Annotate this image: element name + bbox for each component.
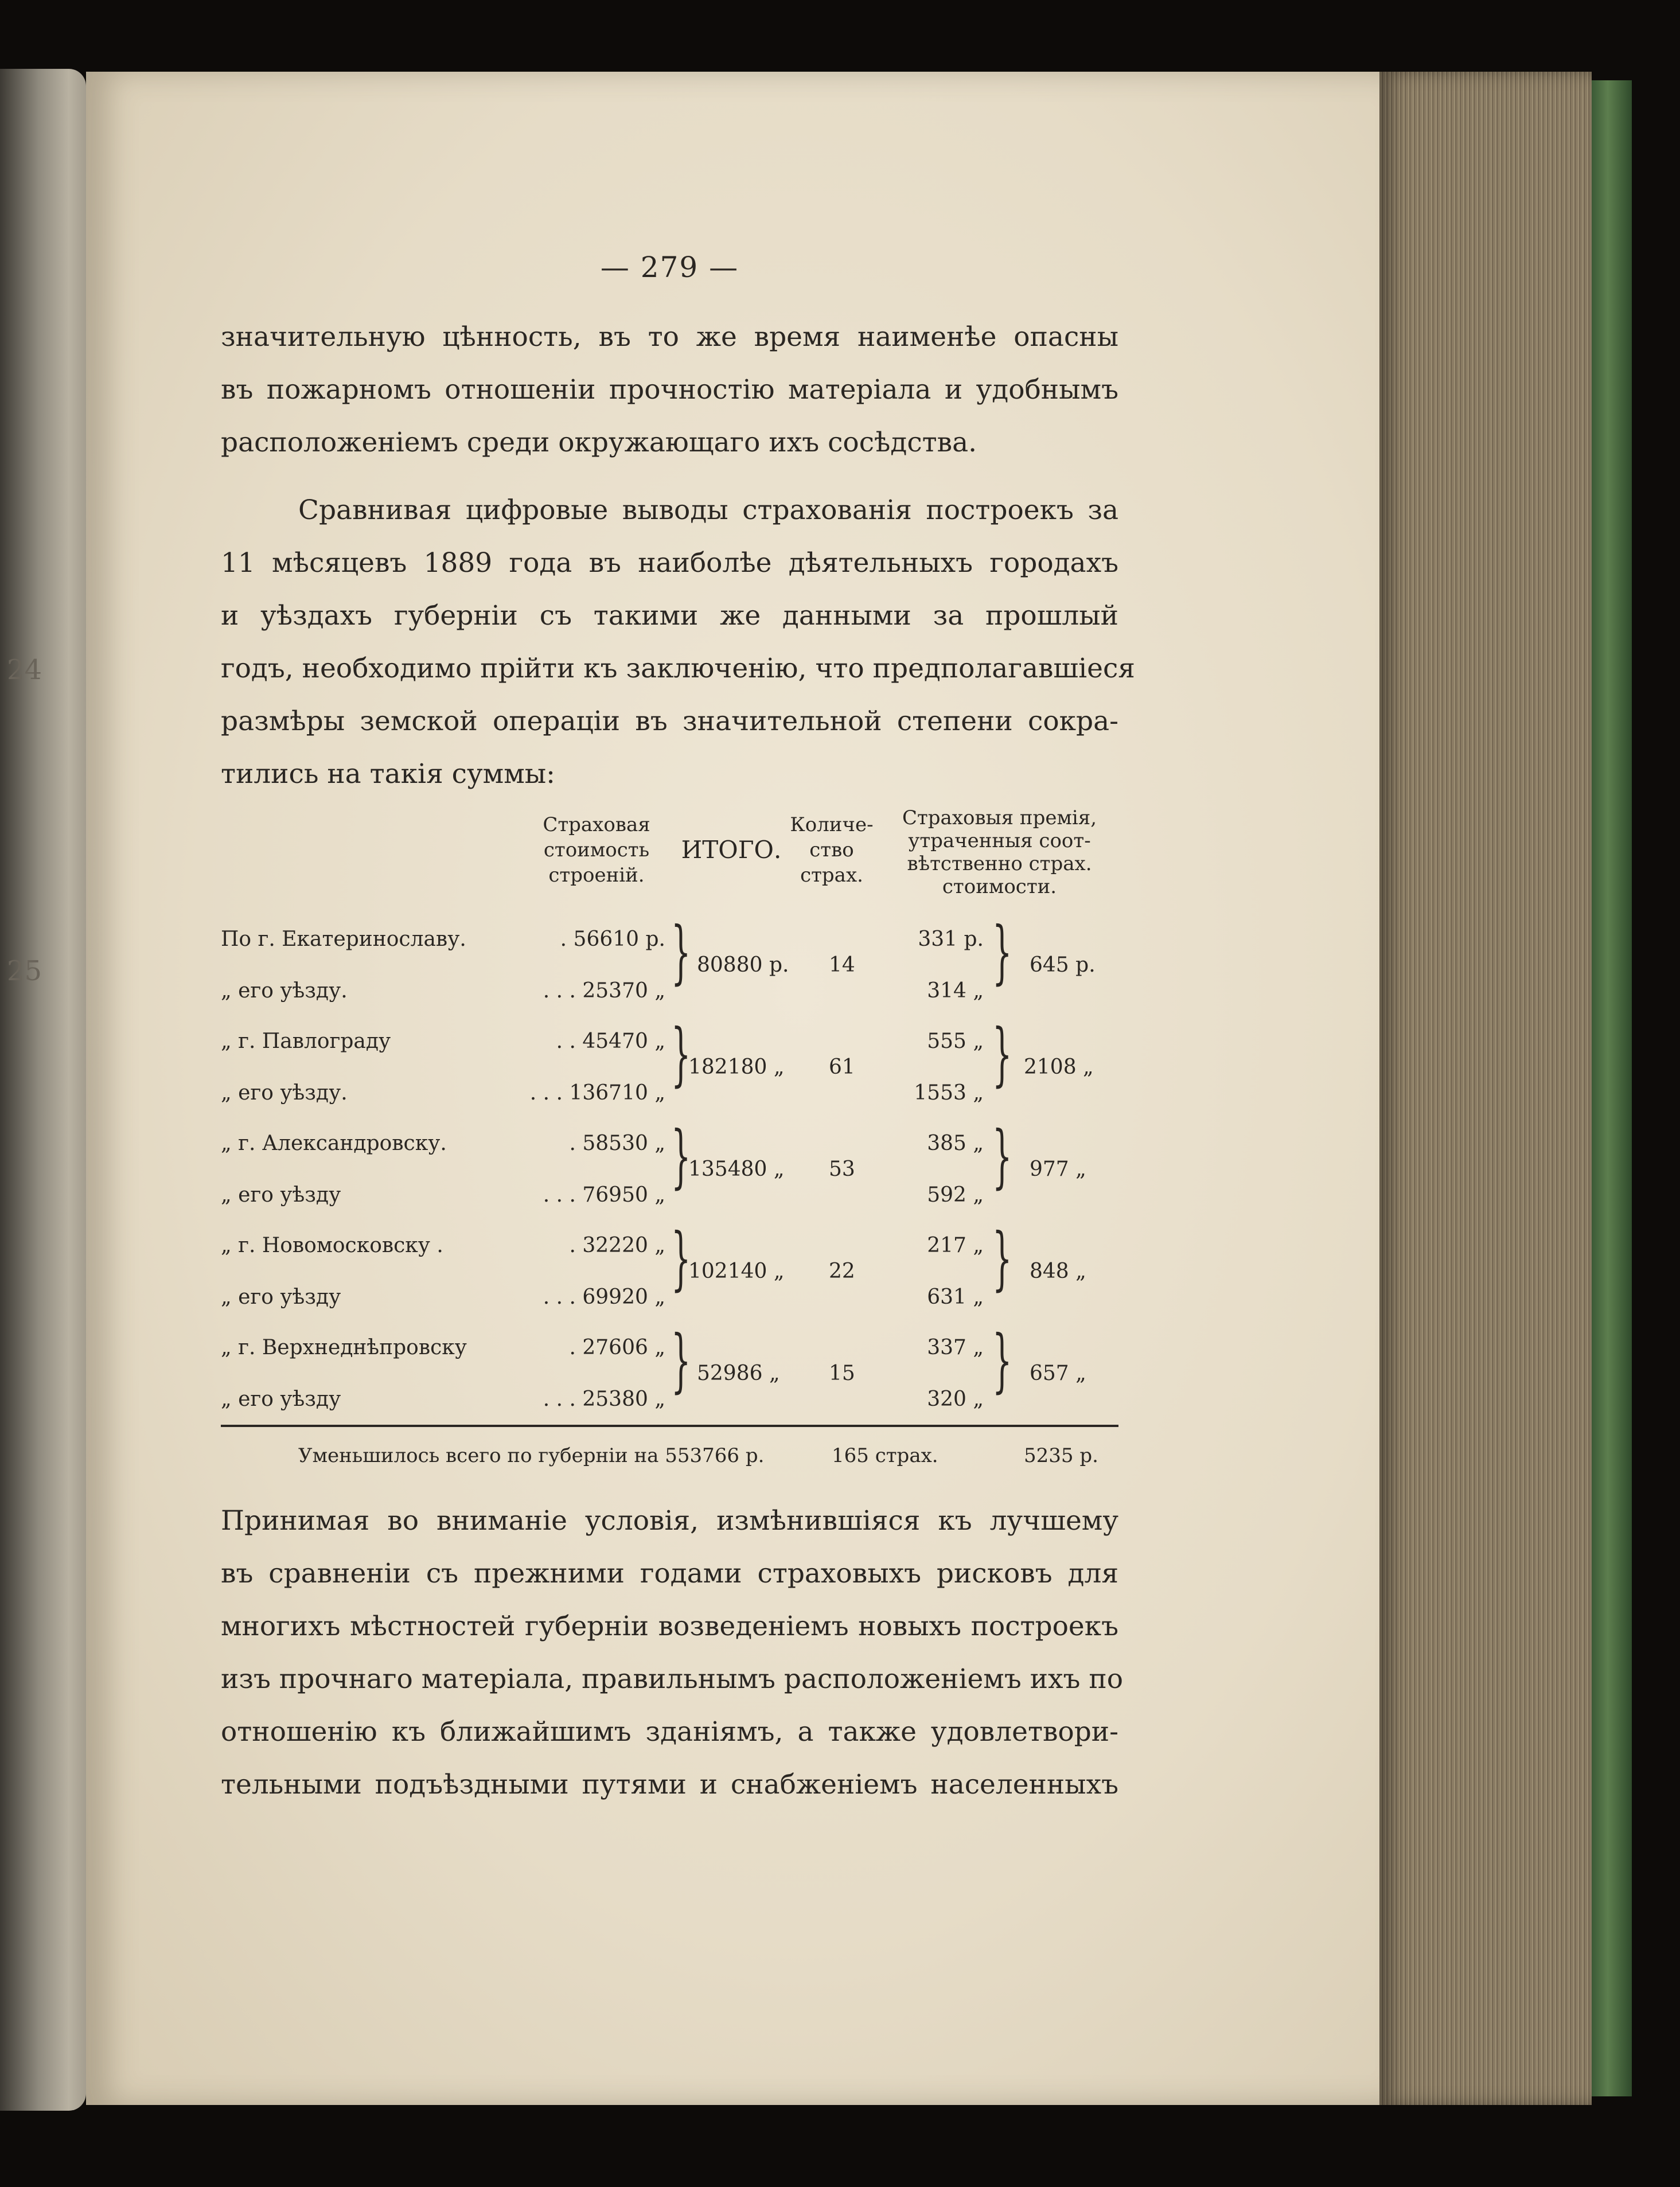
group-count: 53	[829, 1157, 855, 1181]
row-place: „ его уѣзду.	[221, 1081, 348, 1105]
text-line: и уѣздахъ губерніи съ такими же данными за прошлый	[221, 600, 1118, 631]
row-value: . 32220 „	[569, 1234, 665, 1257]
row-place: „ г. Верхнеднѣпровску	[221, 1336, 467, 1359]
group-premium-total: 2108 „	[1024, 1055, 1094, 1079]
group-total: 182180 „	[688, 1055, 785, 1079]
row-place: „ его уѣзду	[221, 1387, 341, 1411]
footer-label: Уменьшилось всего по губерніи на 553766 р.	[298, 1444, 765, 1467]
brace-icon: }	[671, 1321, 691, 1401]
page-content	[221, 241, 1135, 1811]
brace-icon: }	[992, 1219, 1012, 1299]
paragraph-3	[221, 1495, 1124, 1811]
text-line: многихъ мѣстностей губерніи возведеніемъ новыхъ построекъ	[221, 1611, 1118, 1642]
header-count: Количе- ство страх.	[790, 813, 874, 887]
brace-icon: }	[671, 913, 691, 992]
group-premium-total: 657 „	[1030, 1362, 1086, 1385]
brace-icon: }	[671, 1117, 691, 1196]
footer-count: 165 страх.	[832, 1444, 938, 1467]
left-page-mark: 24	[7, 654, 42, 686]
group-premium-total: 848 „	[1030, 1260, 1086, 1283]
table-rule	[221, 1425, 1118, 1427]
text-line: годъ, необходимо прійти къ заключенію, что предполагавшіеся	[221, 653, 1135, 684]
row-place: „ его уѣзду	[221, 1183, 341, 1207]
row-place: „ г. Александровску.	[221, 1132, 447, 1155]
paragraph-2	[221, 484, 1135, 801]
text-line: тились на такія суммы:	[221, 758, 556, 790]
brace-icon: }	[992, 1015, 1012, 1094]
row-premium: 592 „	[927, 1183, 984, 1207]
text-line: Принимая во вниманіе условія, измѣнившіяся къ лучшему	[221, 1505, 1118, 1537]
row-premium: 631 „	[927, 1285, 984, 1309]
header-total: ИТОГО.	[681, 836, 782, 864]
group-total: 102140 „	[688, 1260, 785, 1283]
book-cover-edge	[1592, 80, 1632, 2096]
row-place: „ его уѣзду	[221, 1285, 341, 1309]
group-total: 135480 „	[688, 1157, 785, 1181]
text-line: тельными подъѣздными путями и снабженіемъ населенныхъ	[221, 1769, 1118, 1800]
brace-icon: }	[671, 1015, 691, 1094]
row-place: „ его уѣзду.	[221, 979, 348, 1003]
group-count: 61	[829, 1055, 855, 1079]
left-page-edge	[0, 69, 86, 2111]
row-value: . . 45470 „	[556, 1030, 665, 1053]
row-premium: 217 „	[927, 1234, 984, 1257]
header-value: Страховая стоимость строеній.	[543, 813, 650, 887]
insurance-table	[221, 806, 1118, 1495]
brace-icon: }	[992, 913, 1012, 992]
brace-icon: }	[992, 1117, 1012, 1196]
text-line: 11 мѣсяцевъ 1889 года въ наиболѣе дѣятельныхъ городахъ	[221, 547, 1118, 579]
text-line: размѣры земской операціи въ значительной степени сокра-	[221, 705, 1118, 737]
row-value: . . . 25380 „	[543, 1387, 665, 1411]
row-place: „ г. Павлограду	[221, 1030, 391, 1053]
row-premium: 555 „	[927, 1030, 984, 1053]
group-premium-total: 977 „	[1030, 1157, 1086, 1181]
text-line: въ пожарномъ отношеніи прочностію матеріала и удобнымъ	[221, 374, 1118, 406]
text-line: расположеніемъ среди окружающаго ихъ сосѣдства.	[221, 427, 977, 458]
row-premium: 1553 „	[914, 1081, 984, 1105]
group-count: 14	[829, 953, 855, 977]
header-premium: Страховыя премія, утраченныя соот- вѣтственно страх. стоимости.	[902, 806, 1097, 898]
paragraph-1	[221, 311, 1118, 469]
row-place: По г. Екатеринославу.	[221, 927, 466, 951]
text-line: въ сравненіи съ прежними годами страховыхъ рисковъ для	[221, 1558, 1118, 1589]
page-fore-edge	[1379, 72, 1592, 2105]
row-value: . . . 69920 „	[543, 1285, 665, 1309]
group-count: 15	[829, 1362, 855, 1385]
row-premium: 320 „	[927, 1387, 984, 1411]
group-premium-total: 645 р.	[1030, 953, 1096, 977]
row-premium: 314 „	[927, 979, 984, 1003]
row-premium: 331 р.	[918, 927, 984, 951]
text-line: изъ прочнаго матеріала, правильнымъ расположеніемъ ихъ по	[221, 1663, 1124, 1695]
page-number: — 279 —	[600, 251, 739, 284]
footer-premium: 5235 р.	[1024, 1444, 1098, 1467]
text-line: отношенію къ ближайшимъ зданіямъ, а также удовлетвори-	[221, 1716, 1118, 1748]
row-value: . . . 136710 „	[529, 1081, 665, 1105]
row-value: . . . 76950 „	[543, 1183, 665, 1207]
row-value: . 58530 „	[569, 1132, 665, 1155]
row-value: . 27606 „	[569, 1336, 665, 1359]
left-page-mark: 25	[7, 955, 42, 987]
row-value: . . . 25370 „	[543, 979, 665, 1003]
brace-icon: }	[992, 1321, 1012, 1401]
row-value: . 56610 р.	[560, 927, 665, 951]
brace-icon: }	[671, 1219, 691, 1299]
text-line: Сравнивая цифровые выводы страхованія построекъ за	[298, 494, 1118, 526]
text-line: значительную цѣнность, въ то же время наименѣе опасны	[221, 321, 1118, 353]
row-premium: 337 „	[927, 1336, 984, 1359]
group-total: 80880 р.	[697, 953, 789, 977]
row-premium: 385 „	[927, 1132, 984, 1155]
group-count: 22	[829, 1260, 855, 1283]
group-total: 52986 „	[697, 1362, 780, 1385]
row-place: „ г. Новомосковску .	[221, 1234, 443, 1257]
